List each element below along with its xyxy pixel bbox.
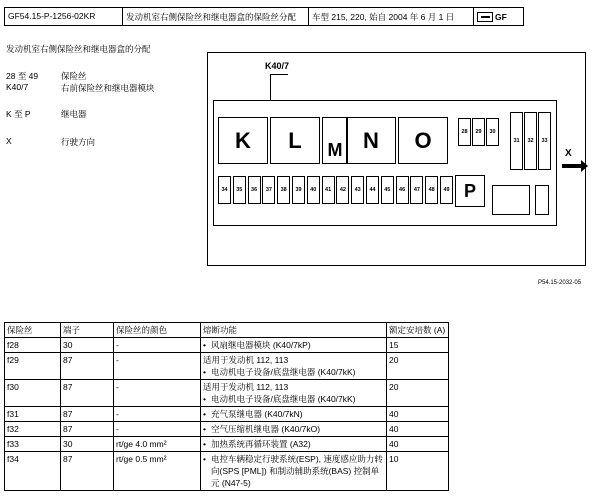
cell-function — [201, 353, 387, 380]
cell-amps: 15 — [387, 338, 449, 353]
cell-function — [201, 452, 387, 491]
doc-title: 发动机室右侧保险丝和继电器盒的保险丝分配 — [123, 8, 309, 25]
cell-fuse: f30 — [5, 380, 61, 407]
table-row — [5, 437, 449, 452]
relay-k: K — [218, 117, 268, 164]
relay-n: N — [346, 117, 396, 164]
function-item: • 充气泵继电器 (K40/7kN) — [203, 408, 384, 420]
legend-key: K40/7 — [6, 82, 29, 92]
cell-terminal: 87 — [61, 452, 114, 491]
table-row — [5, 452, 449, 491]
function-note: 适用于发动机 112, 113 — [203, 382, 289, 392]
cell-function — [201, 380, 387, 407]
fuse-40: 40 — [307, 176, 320, 204]
cell-fuse: f32 — [5, 422, 61, 437]
cell-function — [201, 437, 387, 452]
leader-line — [270, 74, 288, 100]
table-row — [5, 380, 449, 407]
cell-fuse: f28 — [5, 338, 61, 353]
fuse-33: 33 — [538, 112, 551, 170]
document-header — [4, 7, 524, 26]
pointing-hand-icon — [477, 12, 493, 22]
cell-color: - — [114, 338, 201, 353]
function-note: 适用于发动机 112, 113 — [203, 355, 289, 365]
function-item: • 风扇继电器模块 (K40/7kP) — [203, 339, 384, 351]
fuse-35: 35 — [233, 176, 246, 204]
legend-key: K 至 P — [6, 109, 31, 119]
function-item: • 空气压缩机继电器 (K40/7kO) — [203, 423, 384, 435]
fuse-39: 39 — [292, 176, 305, 204]
empty-slot — [492, 185, 530, 215]
table-header-row — [5, 323, 449, 338]
fuse-34: 34 — [218, 176, 231, 204]
function-item: • 电动机电子设备/底盘继电器 (K40/7kK) — [203, 393, 384, 405]
cell-function — [201, 338, 387, 353]
module-label: K40/7 — [265, 61, 290, 71]
empty-slot — [535, 185, 549, 215]
cell-terminal: 87 — [61, 422, 114, 437]
cell-terminal: 87 — [61, 380, 114, 407]
cell-amps: 10 — [387, 452, 449, 491]
fuse-36: 36 — [248, 176, 261, 204]
fuse-47: 47 — [410, 176, 423, 204]
cell-function — [201, 422, 387, 437]
cell-terminal: 30 — [61, 437, 114, 452]
legend-value: 保险丝 — [61, 71, 87, 81]
function-item: • 加热系统再循环装置 (A32) — [203, 438, 384, 450]
fuse-41: 41 — [322, 176, 335, 204]
fuse-32: 32 — [524, 112, 537, 170]
relay-l: L — [270, 117, 320, 164]
cell-amps: 40 — [387, 407, 449, 422]
relay-o: O — [398, 117, 448, 164]
cell-color: - — [114, 407, 201, 422]
fuse-49: 49 — [440, 176, 453, 204]
legend-value: 右前保险丝和继电器模块 — [61, 83, 155, 93]
cell-color: - — [114, 353, 201, 380]
fuse-43: 43 — [351, 176, 364, 204]
cell-color: - — [114, 380, 201, 407]
col-header-color: 保险丝的颜色 — [114, 323, 201, 338]
cell-color: - — [114, 422, 201, 437]
table-row — [5, 338, 449, 353]
cell-fuse: f34 — [5, 452, 61, 491]
diagram-reference: P54.15-2032-05 — [538, 280, 582, 286]
cell-terminal: 30 — [61, 338, 114, 353]
relay-p: P — [455, 175, 485, 207]
relay-m: M — [322, 117, 348, 164]
cell-amps: 40 — [387, 422, 449, 437]
fuse-table — [4, 322, 449, 491]
fuse-42: 42 — [336, 176, 349, 204]
gf-label: GF — [495, 12, 507, 22]
cell-amps: 20 — [387, 353, 449, 380]
fuse-48: 48 — [425, 176, 438, 204]
cell-fuse: f29 — [5, 353, 61, 380]
direction-label: X — [565, 148, 572, 159]
legend-value: 行驶方向 — [61, 137, 96, 147]
fuse-28: 28 — [458, 118, 471, 146]
legend-key: X — [6, 136, 12, 146]
legend-value: 继电器 — [61, 109, 87, 119]
table-row — [5, 422, 449, 437]
fuse-38: 38 — [277, 176, 290, 204]
cell-color: rt/ge 0.5 mm² — [114, 452, 201, 491]
function-item: • 电控车辆稳定行驶系统(ESP), 速度感应助力转向(SPS [PML]) 和制动辅助系统(BAS) 控制单元 (N47-5) — [203, 453, 384, 489]
fuse-30: 30 — [486, 118, 499, 146]
gf-badge — [474, 8, 523, 25]
fuse-31: 31 — [510, 112, 523, 170]
cell-function — [201, 407, 387, 422]
col-header-terminal: 端子 — [61, 323, 114, 338]
cell-color: rt/ge 4.0 mm² — [114, 437, 201, 452]
col-header-fuse: 保险丝 — [5, 323, 61, 338]
table-row — [5, 353, 449, 380]
page-subtitle: 发动机室右侧保险丝和继电器盒的分配 — [6, 44, 151, 54]
legend-key: 28 至 49 — [6, 71, 39, 81]
function-item: • 电动机电子设备/底盘继电器 (K40/7kK) — [203, 366, 384, 378]
table-row — [5, 407, 449, 422]
col-header-function: 熔断功能 — [201, 323, 387, 338]
fuse-29: 29 — [472, 118, 485, 146]
doc-code: GF54.15-P-1256-02KR — [5, 8, 123, 25]
cell-fuse: f33 — [5, 437, 61, 452]
fuse-37: 37 — [262, 176, 275, 204]
model-info: 车型 215, 220, 始自 2004 年 6 月 1 日 — [309, 8, 474, 25]
cell-amps: 40 — [387, 437, 449, 452]
col-header-amps: 额定安培数 (A) — [387, 323, 449, 338]
fuse-45: 45 — [381, 176, 394, 204]
direction-arrow-icon — [562, 164, 582, 168]
cell-terminal: 87 — [61, 407, 114, 422]
fuse-44: 44 — [366, 176, 379, 204]
cell-amps: 20 — [387, 380, 449, 407]
fuse-46: 46 — [396, 176, 409, 204]
cell-fuse: f31 — [5, 407, 61, 422]
cell-terminal: 87 — [61, 353, 114, 380]
